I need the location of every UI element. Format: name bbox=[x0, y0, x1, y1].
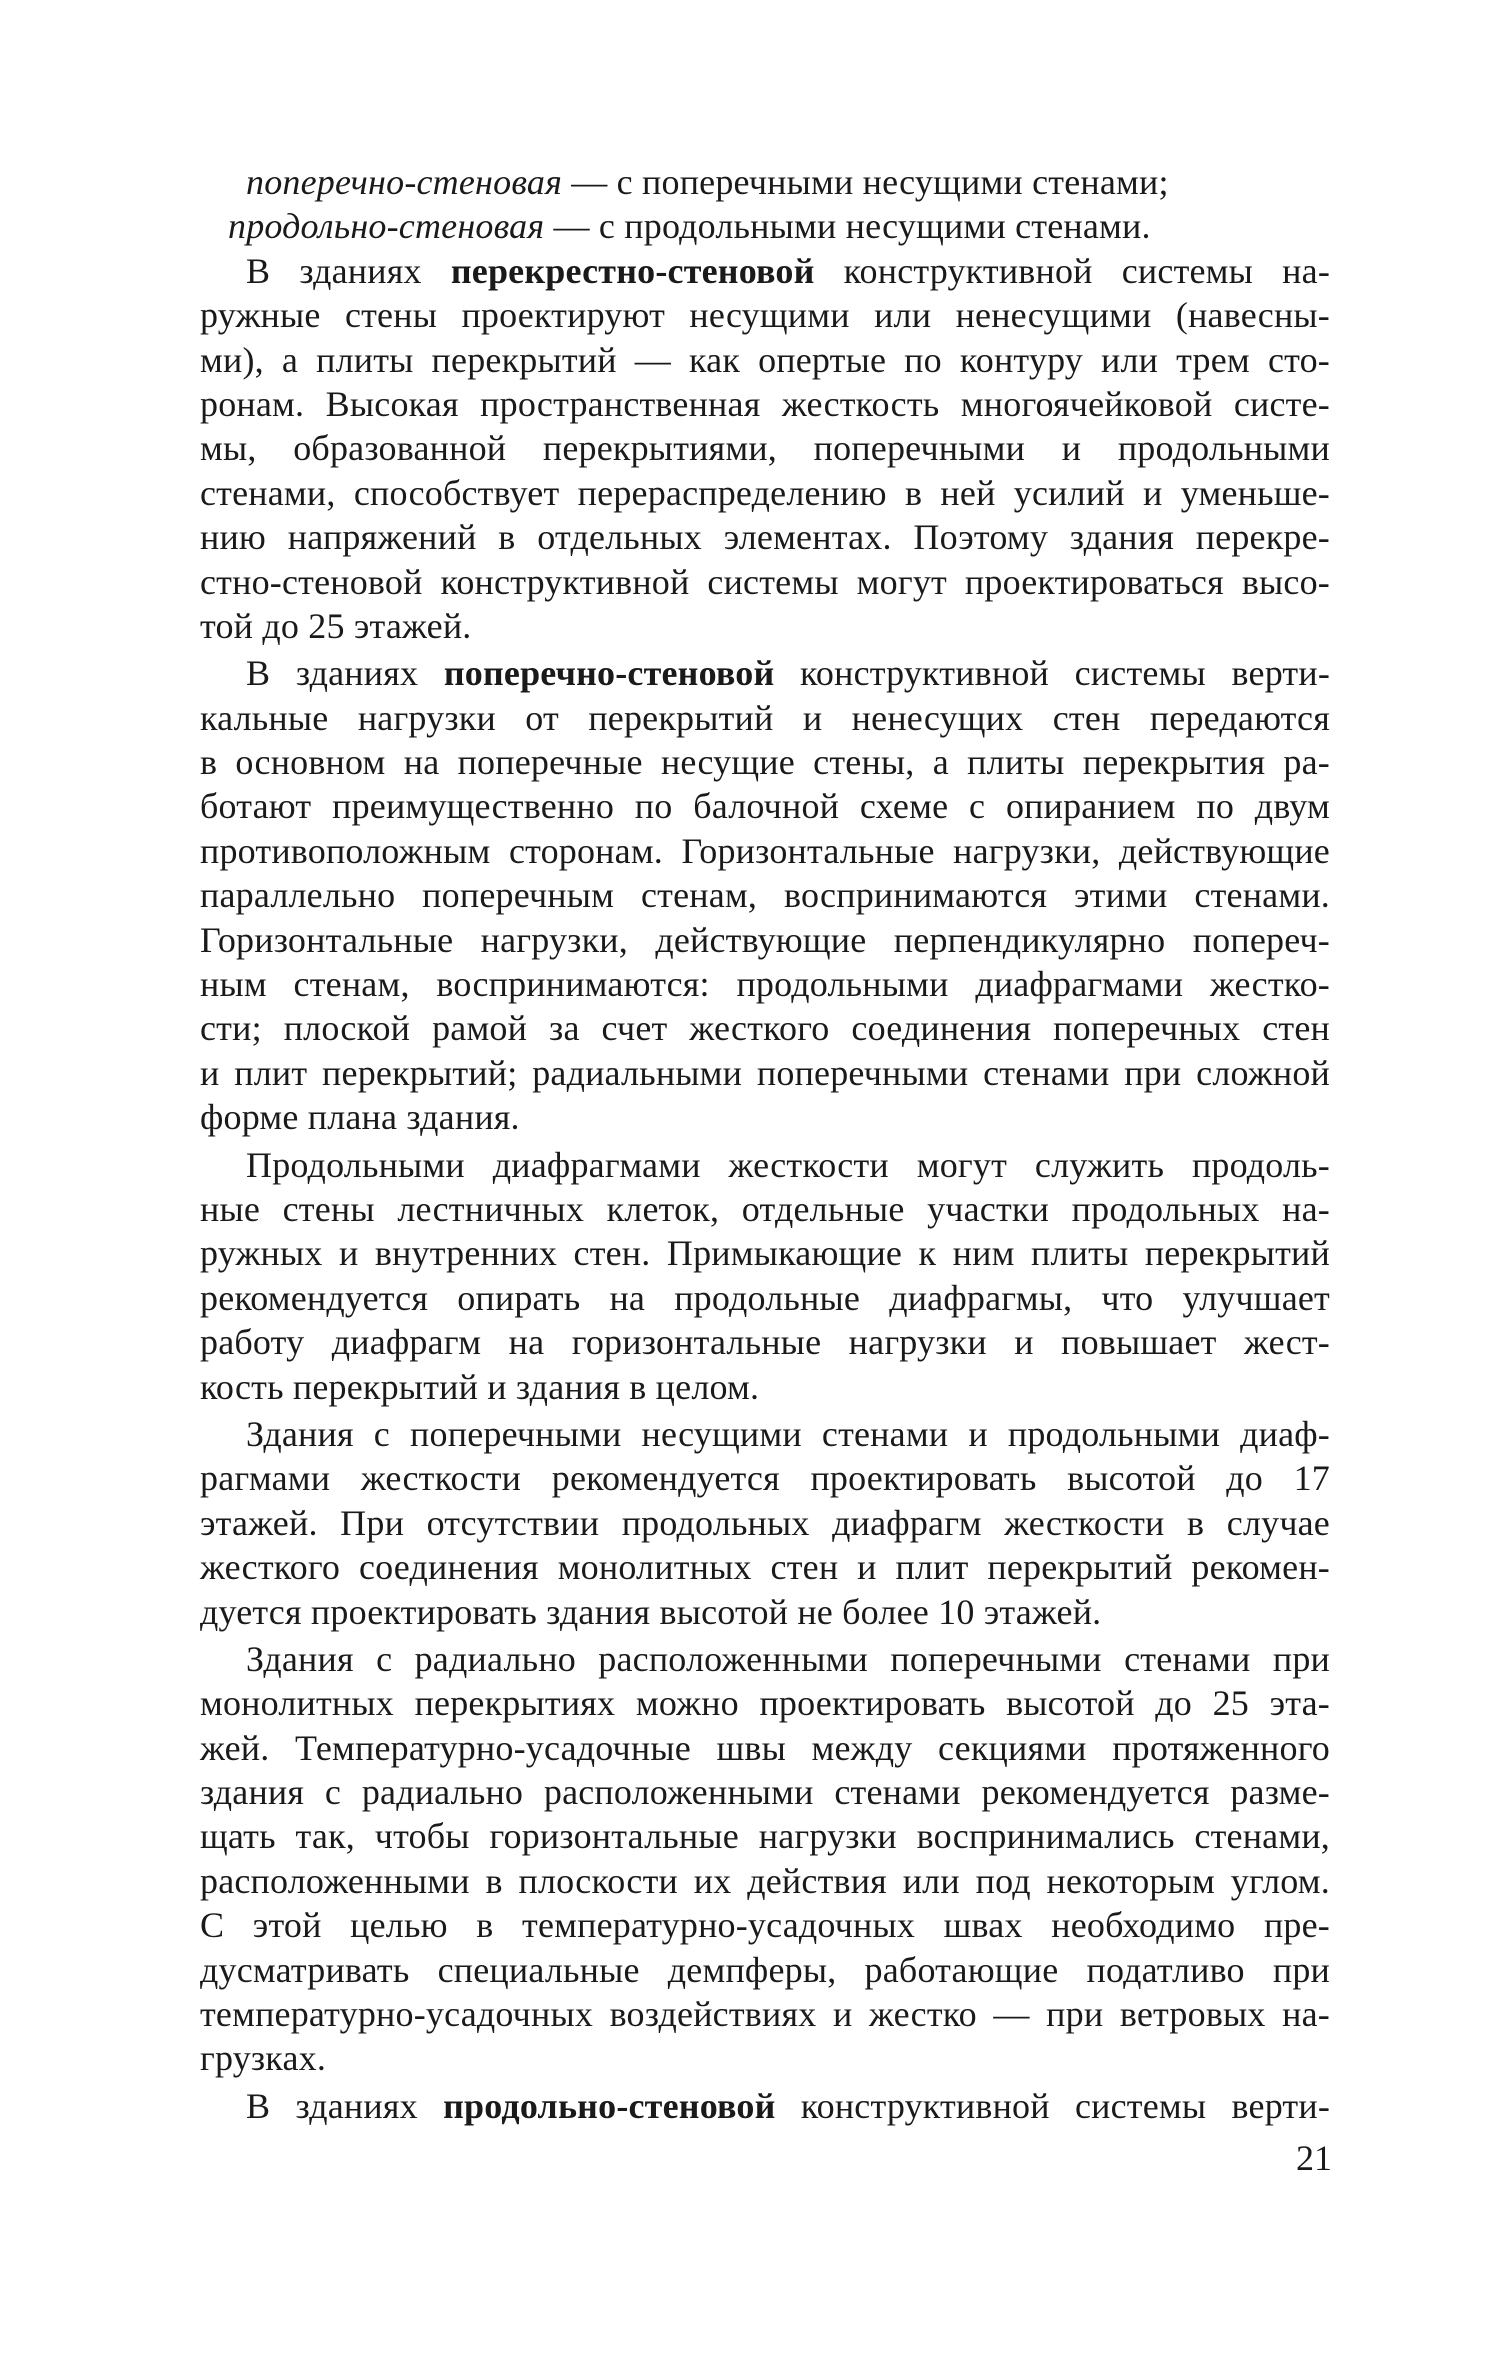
text-run: Горизонтальные нагрузки, действующие перпендикулярно попереч- bbox=[200, 919, 1330, 960]
text-run: противоположным сторонам. Горизонтальные нагрузки, действующие bbox=[200, 830, 1330, 871]
text-run: в основном на поперечные несущие стены, а плиты перекрытия ра- bbox=[200, 742, 1330, 783]
page-number: 21 bbox=[1296, 2138, 1332, 2178]
text-line bbox=[200, 204, 1330, 248]
text-run: — с поперечными несущими стенами; bbox=[562, 162, 1169, 202]
text-line bbox=[200, 1726, 1330, 1770]
italic-term: поперечно-стеновая bbox=[246, 162, 563, 202]
text-run: В зданиях bbox=[246, 2085, 444, 2126]
text-run: стно-стеновой конструктивной системы могут проектироваться высо- bbox=[200, 561, 1330, 602]
text-line bbox=[200, 1992, 1330, 2036]
text-run: и плит перекрытий; радиальными поперечными стенами при сложной bbox=[200, 1052, 1330, 1093]
text-run: Продольными диафрагмами жесткости могут служить продоль- bbox=[246, 1144, 1330, 1185]
text-line bbox=[200, 784, 1330, 828]
text-run: Здания с радиально расположенными поперечными стенами при bbox=[246, 1638, 1330, 1679]
text-run: рекомендуется опирать на продольные диафрагмы, что улучшает bbox=[200, 1277, 1330, 1318]
text-run: кальные нагрузки от перекрытий и ненесущих стен передаются bbox=[200, 697, 1330, 738]
text-run: той до 25 этажей. bbox=[200, 605, 472, 646]
text-line bbox=[200, 1143, 1330, 1187]
text-run: сти; плоской рамой за счет жесткого соединения поперечных стен bbox=[200, 1008, 1330, 1049]
text-line bbox=[200, 651, 1330, 695]
italic-term: продольно-стеновая bbox=[228, 206, 545, 247]
text-line bbox=[200, 829, 1330, 873]
text-run: жесткого соединения монолитных стен и плит перекрытий рекомен- bbox=[200, 1547, 1330, 1588]
text-run: Здания с поперечными несущими стенами и продольными диаф- bbox=[246, 1413, 1330, 1454]
text-line bbox=[200, 515, 1330, 559]
text-line bbox=[200, 1276, 1330, 1320]
text-line bbox=[200, 1456, 1330, 1500]
text-run: конструктивной системы верти- bbox=[774, 653, 1331, 694]
text-line bbox=[200, 1770, 1330, 1814]
text-run: ным стенам, воспринимаются: продольными диафрагмами жестко- bbox=[200, 964, 1330, 1005]
text-run: параллельно поперечным стенам, воспринимаются этими стенами. bbox=[200, 875, 1330, 916]
text-run: дусматривать специальные демпферы, работающие податливо при bbox=[200, 1949, 1330, 1990]
text-line bbox=[200, 1859, 1330, 1903]
text-line bbox=[200, 1814, 1330, 1858]
text-line bbox=[200, 426, 1330, 470]
text-line bbox=[200, 604, 1330, 648]
text-line bbox=[200, 293, 1330, 337]
text-line bbox=[200, 1095, 1330, 1139]
text-line bbox=[200, 1412, 1330, 1456]
text-line bbox=[200, 471, 1330, 515]
text-run: ружных и внутренних стен. Примыкающие к ним плиты перекрытий bbox=[200, 1233, 1330, 1274]
text-run: конструктивной системы верти- bbox=[775, 2085, 1331, 2126]
text-run: конструктивной системы на- bbox=[814, 250, 1331, 291]
text-line bbox=[200, 160, 1330, 204]
text-run: мы, образованной перекрытиями, поперечными и продольными bbox=[200, 428, 1330, 469]
text-run: ми), а плиты перекрытий — как опертые по контуру или трем сто- bbox=[200, 339, 1330, 380]
text-line bbox=[200, 1187, 1330, 1231]
text-run: — с продольными несущими стенами. bbox=[544, 206, 1151, 247]
text-line bbox=[200, 1051, 1330, 1095]
text-run: ные стены лестничных клеток, отдельные участки продольных на- bbox=[200, 1188, 1330, 1229]
text-run: форме плана здания. bbox=[200, 1097, 520, 1138]
text-run: нию напряжений в отдельных элементах. Поэтому здания перекре- bbox=[200, 517, 1330, 558]
bold-term: продольно-стеновой bbox=[443, 2085, 776, 2126]
text-line bbox=[200, 2084, 1330, 2128]
text-line bbox=[200, 918, 1330, 962]
text-line bbox=[200, 1590, 1330, 1634]
text-line bbox=[200, 1320, 1330, 1364]
text-run: ружные стены проектируют несущими или ненесущими (навесны- bbox=[200, 295, 1330, 336]
text-run: рагмами жесткости рекомендуется проектировать высотой до 17 bbox=[200, 1458, 1330, 1499]
text-run: кость перекрытий и здания в целом. bbox=[200, 1366, 760, 1407]
text-run: работу диафрагм на горизонтальные нагрузки и повышает жест- bbox=[200, 1322, 1330, 1363]
text-line bbox=[200, 1365, 1330, 1409]
text-line bbox=[200, 560, 1330, 604]
text-line bbox=[200, 1903, 1330, 1947]
text-run: расположенными в плоскости их действия или под некоторым углом. bbox=[200, 1860, 1330, 1901]
text-run: ботают преимущественно по балочной схеме с опиранием по двум bbox=[200, 786, 1330, 827]
text-line bbox=[200, 696, 1330, 740]
text-line bbox=[200, 962, 1330, 1006]
text-line bbox=[200, 338, 1330, 382]
text-line bbox=[200, 2036, 1330, 2080]
body-text bbox=[200, 160, 1330, 2128]
text-run: В зданиях bbox=[246, 653, 444, 694]
text-line bbox=[200, 382, 1330, 426]
text-run: дуется проектировать здания высотой не более 10 этажей. bbox=[200, 1591, 1102, 1632]
text-line bbox=[200, 1006, 1330, 1050]
text-line bbox=[200, 249, 1330, 293]
text-run: монолитных перекрытиях можно проектировать высотой до 25 эта- bbox=[200, 1683, 1330, 1724]
text-line bbox=[200, 1231, 1330, 1275]
text-line bbox=[200, 1637, 1330, 1681]
text-run: В зданиях bbox=[246, 250, 451, 291]
text-line bbox=[200, 1948, 1330, 1992]
text-line bbox=[200, 1501, 1330, 1545]
text-line bbox=[200, 1681, 1330, 1725]
bold-term: перекрестно-стеновой bbox=[450, 250, 815, 291]
text-run: стенами, способствует перераспределению в ней усилий и уменьше- bbox=[200, 472, 1330, 513]
text-line bbox=[200, 1545, 1330, 1589]
text-run: жей. Температурно-усадочные швы между секциями протяженного bbox=[200, 1727, 1330, 1768]
text-run: щать так, чтобы горизонтальные нагрузки воспринимались стенами, bbox=[200, 1816, 1330, 1857]
text-run: С этой целью в температурно-усадочных швах необходимо пре- bbox=[200, 1905, 1330, 1946]
text-run: этажей. При отсутствии продольных диафрагм жесткости в случае bbox=[200, 1502, 1330, 1543]
bold-term: поперечно-стеновой bbox=[443, 653, 775, 694]
text-run: грузках. bbox=[200, 2038, 327, 2079]
text-run: ронам. Высокая пространственная жесткость многоячейковой систе- bbox=[200, 383, 1330, 424]
text-line bbox=[200, 873, 1330, 917]
text-line bbox=[200, 740, 1330, 784]
text-run: здания с радиально расположенными стенами рекомендуется разме- bbox=[200, 1772, 1330, 1813]
text-run: температурно-усадочных воздействиях и жестко — при ветровых на- bbox=[200, 1994, 1330, 2035]
